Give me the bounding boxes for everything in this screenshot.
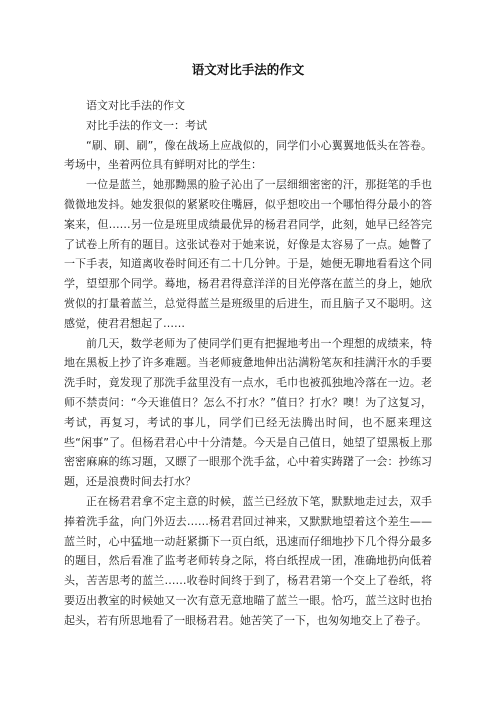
paragraph-1: “刷、刷、刷”，像在战场上应战似的，同学们小心翼翼地低头在答卷。考场中，坐着两位具有鲜明对比的学生： [64, 138, 432, 172]
section-heading: 对比手法的作文一：考试 [86, 118, 207, 132]
document-subtitle: 语文对比手法的作文 [86, 99, 185, 112]
paragraph-3: 前几天，数学老师为了使同学们更有把握地考出一个理想的成绩来，特地在黑板上抄了许多难题。当老师疲惫地伸出沾满粉笔灰和挂满汗水的手要洗手时，竟发现了那洗手盆里没有一点水，毛巾也被孤独地冷落在一边。老师不禁责问：“今天谁值日？怎么不打水？”值日？打水？噢！为了这复习，考试，再复习，考试的事儿，同学们已经无法腾出时间，也不愿来理这些“闲事”了。但杨君君心中十分清楚。今天是自己值日，她望了望黑板上那密密麻麻的练习题，又瞟了一眼那个洗手盆，心中着实踌躇了一会：抄练习题，还是浪费时间去打水？ [64, 336, 432, 489]
document-title: 语文对比手法的作文 [191, 62, 305, 77]
paragraph-4: 正在杨君君拿不定主意的时候，蓝兰已经放下笔，默默地走过去，双手捧着洗手盆，向门外迈去……杨君君回过神来，又默默地望着这个差生——蓝兰时，心中猛地一动赶紧撕下一页白纸，迅速而仔细地抄下几个得分最多的题目，然后看准了监考老师转身之际，将白纸捏成一团，准确地扔向低着头，苦苦思考的蓝兰……收卷时间终于到了，杨君君第一个交上了卷纸，将要迈出教室的时候她又一次有意无意地瞄了蓝兰一眼。恰巧，蓝兰这时也抬起头，若有所思地看了一眼杨君君。她苦笑了一下，也匆匆地交上了卷子。 [64, 494, 432, 627]
paragraph-2: 一位是蓝兰，她那黝黑的脸子沁出了一层细细密密的汗，那挺笔的手也微微地发抖。她发狠似的紧紧咬住嘴唇，似乎想咬出一个哪怕得分最小的答案来，但……另一位是班里成绩最优异的杨君君同学，此刻，她早已经答完了试卷上所有的题目。这张试卷对于她来说，好像是太容易了一点。她瞥了一下手表，知道离收卷时间还有二十几分钟。于是，她便无聊地看看这个同学，望望那个同学。蓦地，杨君君得意洋洋的目光停落在蓝兰的身上，她欣赏似的打量着蓝兰，总觉得蓝兰是班级里的后进生，而且脑子又不聪明。这感觉，使君君想起了…… [64, 178, 432, 330]
